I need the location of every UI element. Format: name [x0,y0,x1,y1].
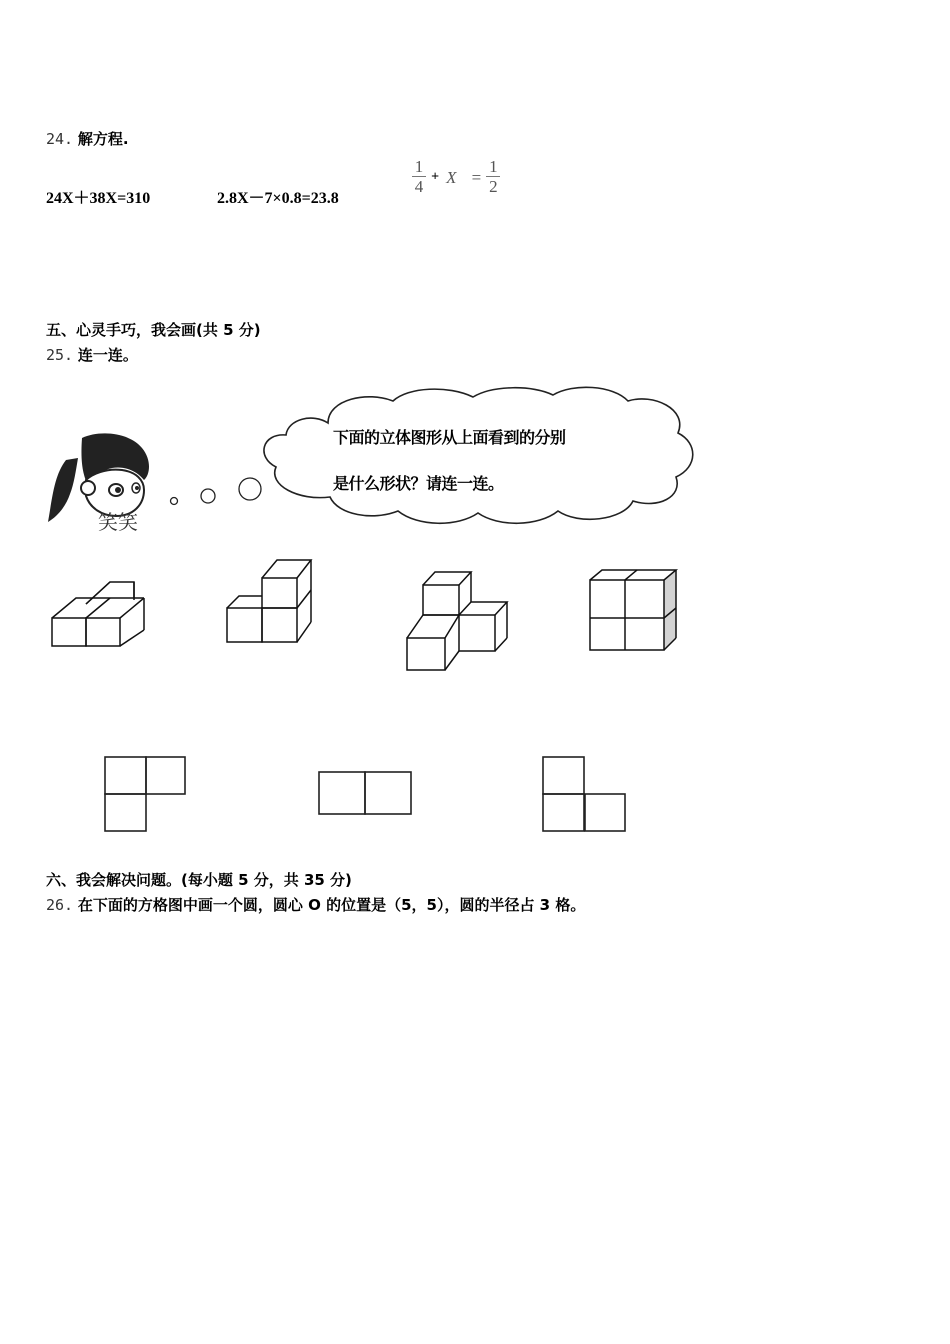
question-number: 26. [46,896,74,914]
solid-2-cube-figure[interactable] [225,556,320,646]
question-number: 25. [46,346,74,364]
solid-4-cube-figure[interactable] [588,568,683,656]
fraction-equation: $\frac{1}{4}$ + X = $\frac{1}{2}$ [412,158,500,197]
section-5-heading: 五、心灵手巧，我会画(共 5 分) [46,321,261,339]
question-24-header [46,128,129,149]
speech-cloud-icon [258,385,698,530]
question-title: 连一连。 [77,346,138,364]
question-text: 在下面的方格图中画一个圆，圆心 O 的位置是（5，5），圆的半径占 3 格。 [77,896,586,914]
cloud-text-line-1: 下面的立体图形从上面看到的分别 [333,428,566,447]
top-view-l-shape-upper[interactable] [104,756,188,834]
cloud-text-line-2: 是什么形状？请连一连。 [333,474,504,493]
top-view-l-shape-lower[interactable] [542,756,628,834]
top-view-two-squares[interactable] [318,771,414,817]
equation-2: 2.8X－7×0.8=23.8 [217,190,339,207]
fraction-one-half: $\frac{1}{2}$ [486,158,500,197]
solid-3-cube-figure[interactable] [405,568,515,673]
question-25-header [46,344,138,365]
solid-1-cube-figure[interactable] [50,578,150,648]
question-26 [46,894,585,915]
thought-bubbles [165,475,265,515]
equation-1: 24X＋38X=310 [46,190,151,207]
character-name-label: 笑笑 [98,510,138,534]
question-number: 24. [46,130,74,148]
fraction-one-quarter: $\frac{1}{4}$ [412,158,426,197]
section-6-heading: 六、我会解决问题。(每小题 5 分，共 35 分) [46,871,352,889]
question-title: 解方程. [77,130,129,148]
